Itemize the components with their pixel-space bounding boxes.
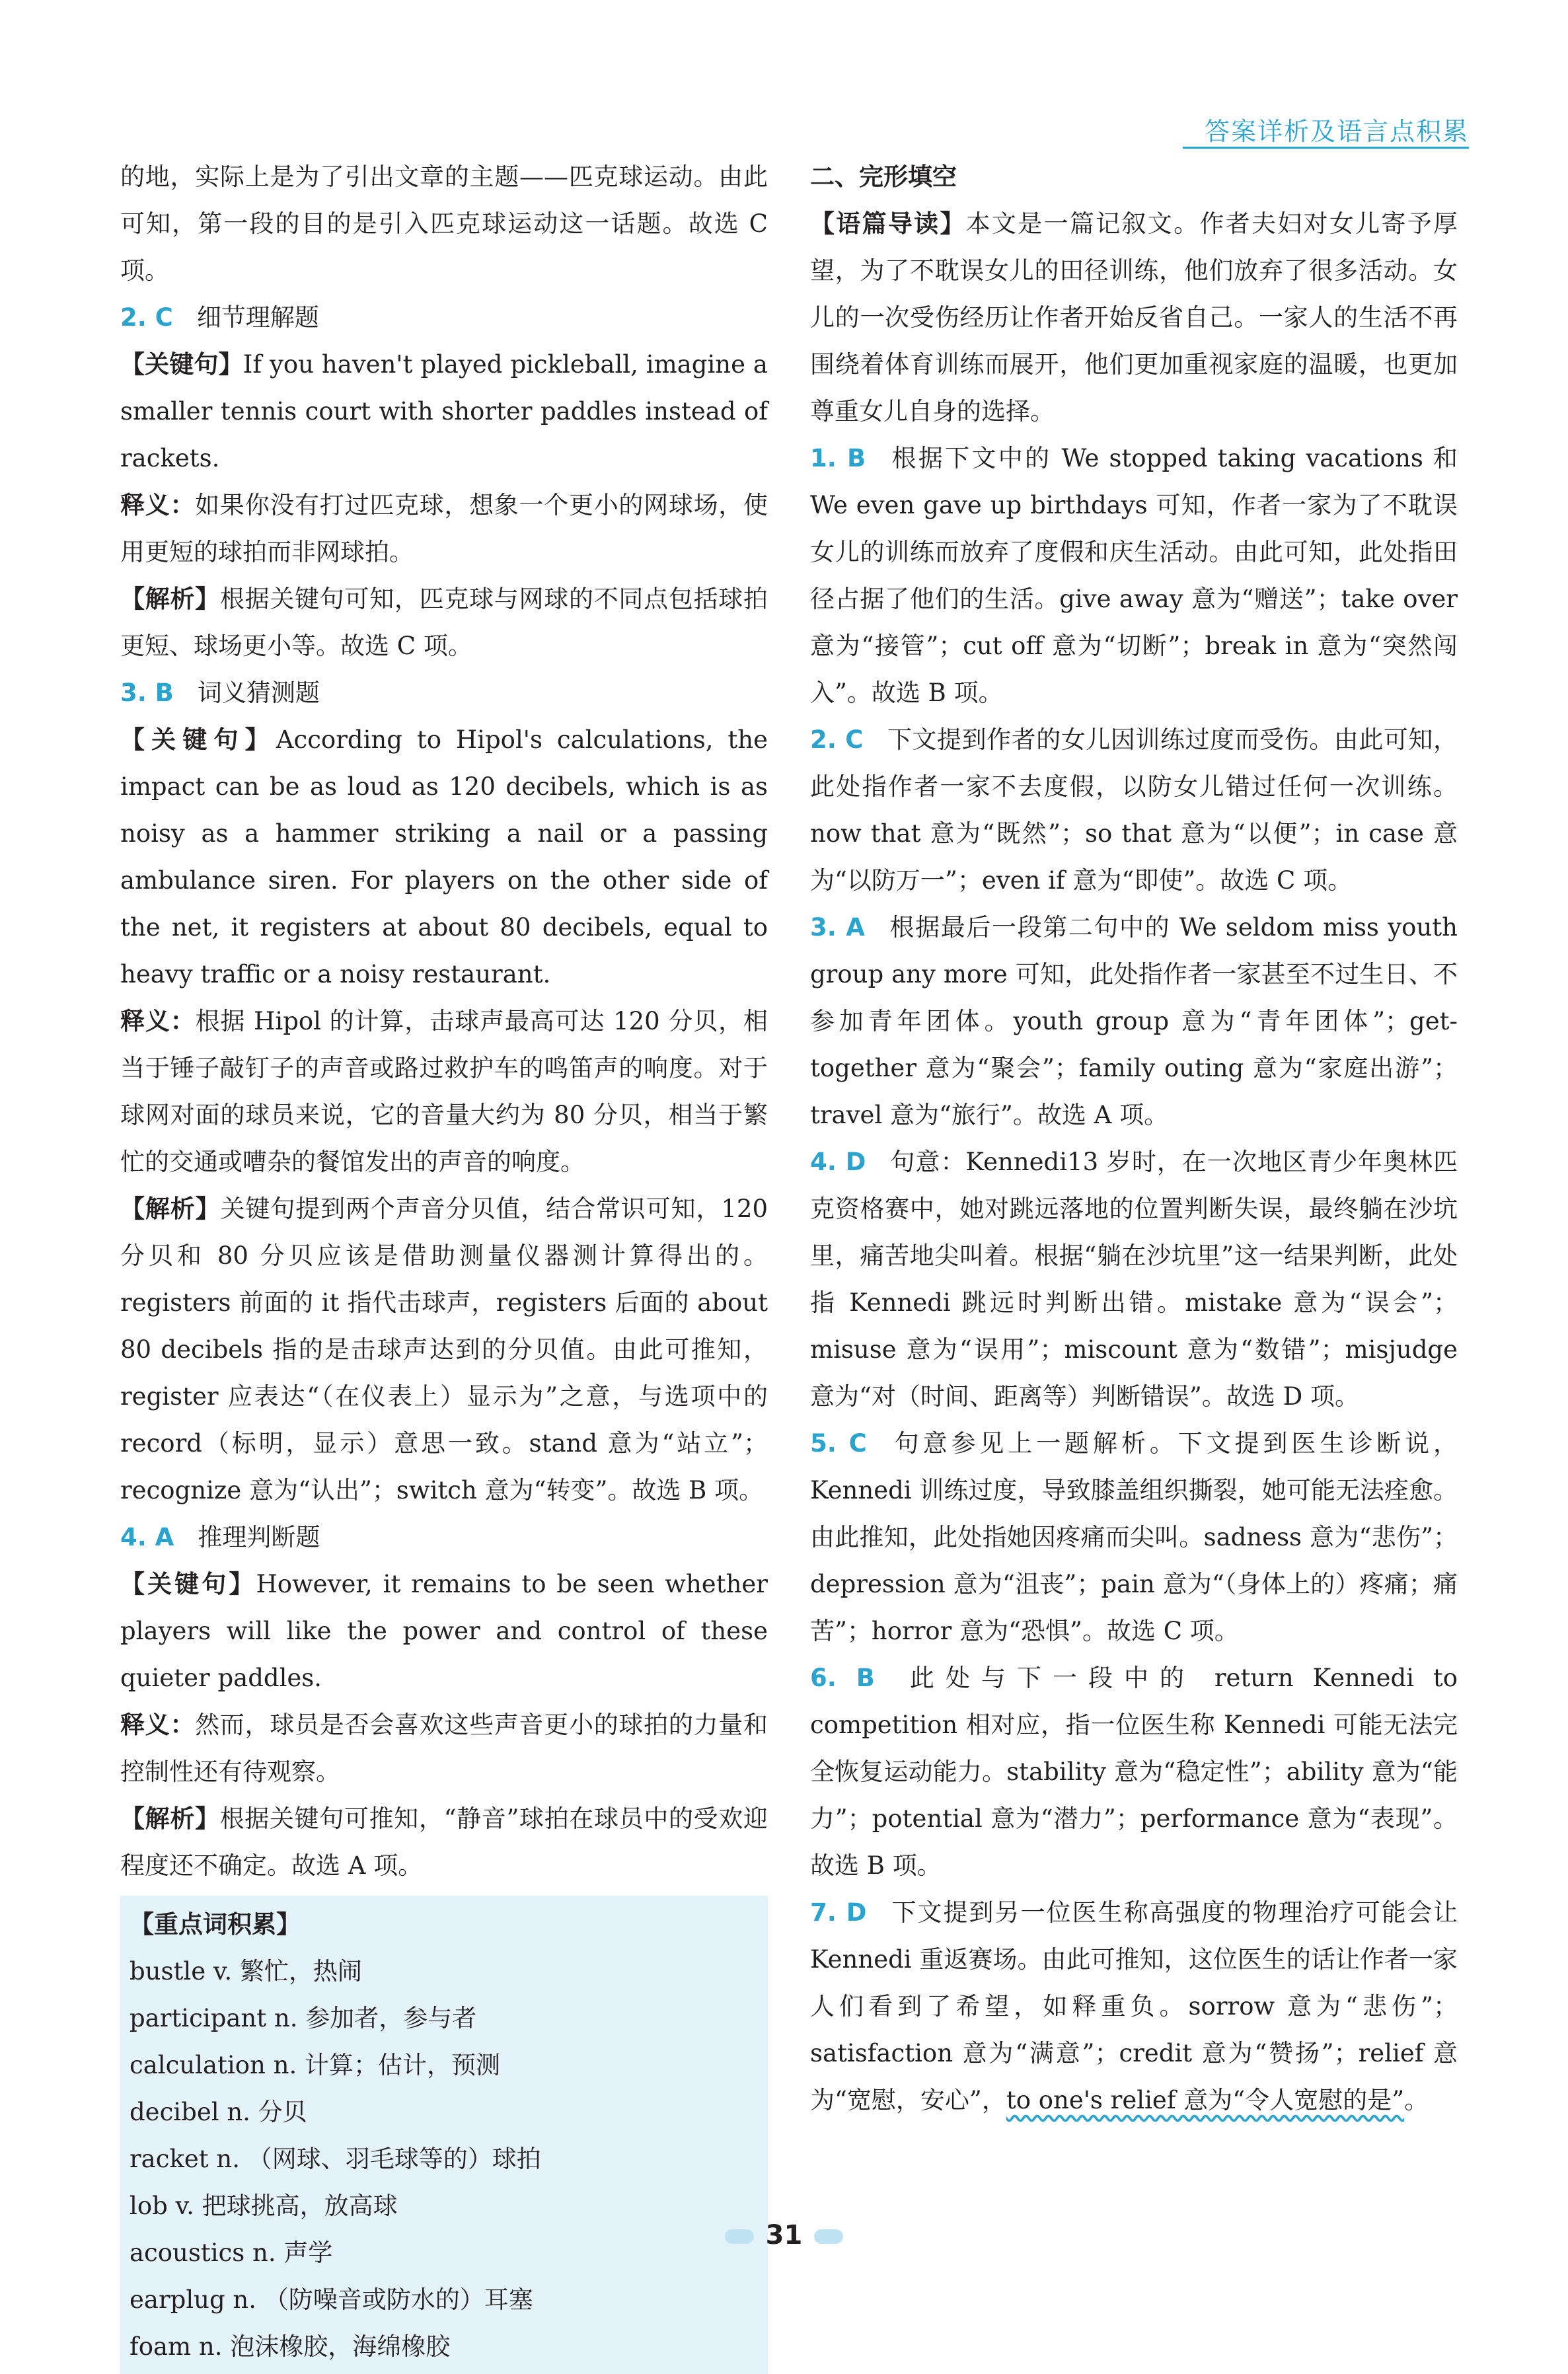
page-number: 31 — [765, 2220, 803, 2250]
guide-text: 本文是一篇记叙文。作者夫妇对女儿寄予厚望，为了不耽误女儿的田径训练，他们放弃了很多活动。女儿的一次受伤经历让作者开始反省自己。一家人的生活不再围绕着体育训练而展开，他们更加重视家庭的温暖，也更加尊重女儿自身的选择。 — [810, 209, 1458, 426]
q2-ana-text: 根据关键句可知，匹克球与网球的不同点包括球拍更短、球场更小等。故选 C 项。 — [120, 585, 768, 660]
answer-number: 5. C — [810, 1429, 867, 1458]
answer-item — [810, 904, 1458, 1138]
answer-text: 下文提到另一位医生称高强度的物理治疗可能会让 Kennedi 重返赛场。由此可推知，这位医生的话让作者一家人们看到了希望，如释重负。sorrow 意为“悲伤”；satisfaction 意为“满意”；credit 意为“赞扬”；relief 意为“宽慰，安心”， — [810, 1898, 1458, 2114]
q2-heading — [120, 294, 768, 341]
underlined-phrase: to one's relief 意为“令人宽慰的是” — [1006, 2086, 1405, 2114]
q3-exp-text: 根据 Hipol 的计算，击球声最高可达 120 分贝，相当于锤子敲钉子的声音或路过救护车的鸣笛声的响度。对于球网对面的球员来说，它的音量大约为 80 分贝，相当于繁忙的交通或嘈杂的餐馆发出的声音的响度。 — [120, 1007, 768, 1176]
left-column — [120, 153, 768, 2374]
q2-key-text: If you haven't played pickleball, imagine a smaller tennis court with shorter paddles instead of rackets. — [120, 350, 768, 472]
vocab-item: earplug n. （防噪音或防水的）耳塞 — [130, 2285, 533, 2314]
q2-analysis — [120, 575, 768, 669]
q3-heading — [120, 669, 768, 716]
page-pill-left — [725, 2229, 754, 2244]
q2-exp-text: 如果你没有打过匹克球，想象一个更小的网球场，使用更短的球拍而非网球拍。 — [120, 491, 768, 566]
q2-number: 2. C — [120, 303, 173, 332]
answer-item — [810, 1138, 1458, 1420]
answer-tail: 。 — [1404, 2086, 1429, 2114]
answer-item — [810, 1420, 1458, 1654]
q4-ana-text: 根据关键句可推知，“静音”球拍在球员中的受欢迎程度还不确定。故选 A 项。 — [120, 1804, 768, 1880]
right-column — [810, 153, 1458, 2124]
answer-item — [810, 1654, 1458, 1889]
answer-number: 6. B — [810, 1664, 875, 1692]
q4-key-sentence — [120, 1561, 768, 1701]
answer-number: 3. A — [810, 913, 865, 942]
answer-number: 7. D — [810, 1898, 867, 1927]
q4-type: 推理判断题 — [198, 1523, 320, 1551]
page-pill-right — [814, 2229, 843, 2244]
q4-key-tag: 【关键句】 — [120, 1570, 256, 1598]
answer-text: 根据最后一段第二句中的 We seldom miss youth group any more 可知，此处指作者一家甚至不过生日、不参加青年团体。youth group 意为“青年团体”；get-together 意为“聚会”；family outing 意为“家庭出游”；travel 意为“旅行”。故选 A 项。 — [810, 913, 1458, 1129]
q2-explanation — [120, 482, 768, 575]
q4-ana-tag: 【解析】 — [120, 1804, 220, 1833]
answer-text: 下文提到作者的女儿因训练过度而受伤。由此可知，此处指作者一家不去度假，以防女儿错过任何一次训练。now that 意为“既然”；so that 意为“以便”；in case 意为“以防万一”；even if 意为“即使”。故选 C 项。 — [810, 725, 1458, 895]
q3-explanation — [120, 998, 768, 1185]
answer-text: 根据下文中的 We stopped taking vacations 和 We even gave up birthdays 可知，作者一家为了不耽误女儿的训练而放弃了度假和庆生活动。由此可知，此处指田径占据了他们的生活。give away 意为“赠送”；take over 意为“接管”；cut off 意为“切断”；break in 意为“突然闯入”。故选 B 项。 — [810, 444, 1458, 707]
q3-analysis — [120, 1185, 768, 1514]
answer-item — [810, 1889, 1458, 2124]
section-header-label: 答案详析及语言点积累 — [1204, 117, 1469, 146]
vocabulary-box — [120, 1896, 768, 2374]
q3-number: 3. B — [120, 679, 174, 707]
vocab-item: racket n. （网球、羽毛球等的）球拍 — [130, 2145, 541, 2173]
section-title: 二、完形填空 — [810, 163, 957, 191]
guide-tag: 【语篇导读】 — [810, 209, 966, 238]
q3-ana-tag: 【解析】 — [120, 1195, 221, 1223]
q3-key-sentence — [120, 716, 768, 998]
q3-key-tag: 【关键句】 — [120, 725, 276, 754]
vocab-item: bustle v. 繁忙，热闹 — [130, 1957, 362, 1985]
answer-item — [810, 716, 1458, 904]
vocab-item: participant n. 参加者，参与者 — [130, 2004, 477, 2032]
vocab-item: calculation n. 计算；估计，预测 — [130, 2051, 500, 2079]
q3-key-text: According to Hipol's calculations, the impact can be as loud as 120 decibels, which is as noisy as a hammer striking a nail or a passing ambulance siren. For players on the other side of the net, it registers at about 80 decibels, equal to heavy traffic or a noisy restaurant. — [120, 725, 768, 988]
passage-guide — [810, 200, 1458, 435]
vocabulary-title: 【重点词积累】 — [130, 1910, 301, 1939]
answer-number: 1. B — [810, 444, 866, 472]
q3-type: 词义猜测题 — [197, 679, 320, 707]
q4-number: 4. A — [120, 1523, 174, 1551]
q3-ana-text: 关键句提到两个声音分贝值，结合常识可知，120 分贝和 80 分贝应该是借助测量仪器测计算得出的。registers 前面的 it 指代击球声，registers 后面的 about 80 decibels 指的是击球声达到的分贝值。由此可推知，register 应表达“（在仪表上）显示为”之意，与选项中的 record（标明，显示）意思一致。stand 意为“站立”；recognize 意为“认出”；switch 意为“转变”。故选 B 项。 — [120, 1195, 768, 1504]
q4-explanation — [120, 1701, 768, 1795]
q4-heading — [120, 1514, 768, 1561]
vocab-item: acoustics n. 声学 — [130, 2239, 333, 2267]
q4-analysis — [120, 1795, 768, 1889]
vocab-item: decibel n. 分贝 — [130, 2098, 307, 2126]
answer-text: 句意：Kennedi13 岁时，在一次地区青少年奥林匹克资格赛中，她对跳远落地的位置判断失误，最终躺在沙坑里，痛苦地尖叫着。根据“躺在沙坑里”这一结果判断，此处指 Kennedi 跳远时判断出错。mistake 意为“误会”；misuse 意为“误用”；miscount 意为“数错”；misjudge 意为“对（时间、距离等）判断错误”。故选 D 项。 — [810, 1148, 1458, 1411]
q2-exp-tag: 释义： — [120, 491, 196, 519]
header-rule — [1183, 147, 1469, 149]
answer-number: 2. C — [810, 725, 864, 754]
vocab-item: foam n. 泡沫橡胶，海绵橡胶 — [130, 2332, 451, 2361]
q2-key-tag: 【关键句】 — [120, 350, 243, 379]
vocab-item: lob v. 把球挑高，放高球 — [130, 2192, 398, 2220]
q2-key-sentence — [120, 341, 768, 482]
q4-key-text: However, it remains to be seen whether players will like the power and control of these quieter paddles. — [120, 1570, 768, 1692]
page-footer — [0, 2220, 1568, 2250]
answer-item — [810, 435, 1458, 716]
answer-text: 此处与下一段中的 return Kennedi to competition 相对应，指一位医生称 Kennedi 可能无法完全恢复运动能力。stability 意为“稳定性”；ability 意为“能力”；potential 意为“潜力”；performance 意为“表现”。故选 B 项。 — [810, 1664, 1458, 1880]
q2-type: 细节理解题 — [196, 303, 319, 332]
q4-exp-tag: 释义： — [120, 1711, 196, 1739]
q4-exp-text: 然而，球员是否会喜欢这些声音更小的球拍的力量和控制性还有待观察。 — [120, 1711, 768, 1786]
answer-number: 4. D — [810, 1148, 866, 1176]
answer-text: 句意参见上一题解析。下文提到医生诊断说，Kennedi 训练过度，导致膝盖组织撕裂，她可能无法痊愈。由此推知，此处指她因疼痛而尖叫。sadness 意为“悲伤”；depression 意为“沮丧”；pain 意为“（身体上的）疼痛；痛苦”；horror 意为“恐惧”。故选 C 项。 — [810, 1429, 1458, 1645]
intro-paragraph: 的地，实际上是为了引出文章的主题——匹克球运动。由此可知，第一段的目的是引入匹克球运动这一话题。故选 C 项。 — [120, 163, 768, 285]
q2-ana-tag: 【解析】 — [120, 585, 220, 613]
q3-exp-tag: 释义： — [120, 1007, 196, 1035]
